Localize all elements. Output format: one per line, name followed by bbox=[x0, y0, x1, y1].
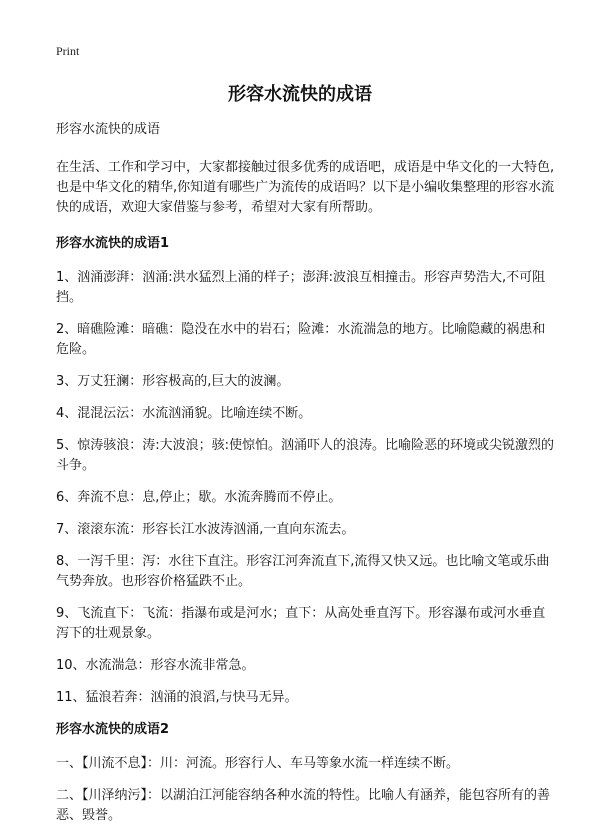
list-item: 11、猛浪若奔：汹涌的浪滔,与快马无异。 bbox=[56, 690, 298, 705]
list-item: 二、【川泽纳污】：以湖泊江河能容纳各种水流的特性。比喻人有涵养，能包容所有的善恶、毁誉。 bbox=[56, 788, 551, 823]
list-item: 1、汹涌澎湃：汹涌:洪水猛烈上涌的样子；澎湃:波浪互相撞击。形容声势浩大,不可阻挡。 bbox=[56, 270, 546, 305]
page-title: 形容水流快的成语 bbox=[228, 84, 372, 105]
list-item: 10、水流湍急：形容水流非常急。 bbox=[56, 658, 255, 673]
list-item: 6、奔流不息：息,停止；歇。水流奔腾而不停止。 bbox=[56, 490, 342, 505]
section-1 bbox=[56, 234, 556, 708]
list-item: 5、惊涛骇浪：涛:大波浪；骇:使惊怕。汹涌吓人的浪涛。比喻险恶的环境或尖锐激烈的斗争。 bbox=[56, 438, 555, 473]
list-item: 4、混混沄沄：水流汹涌貌。比喻连续不断。 bbox=[56, 406, 312, 421]
list-item: 7、滚滚东流：形容长江水波涛汹涌,一直向东流去。 bbox=[56, 522, 355, 537]
list-item: 一、【川流不息】：川：河流。形容行人、车马等象水流一样连续不断。 bbox=[56, 756, 460, 771]
article-subtitle: 形容水流快的成语 bbox=[56, 122, 161, 137]
list-item: 8、一泻千里：泻：水往下直注。形容江河奔流直下,流得又快又远。也比喻文笔或乐曲气势奔放。也形容价格猛跌不止。 bbox=[56, 554, 550, 589]
print-link[interactable]: Print bbox=[56, 44, 80, 58]
list-item: 3、万丈狂澜：形容极高的,巨大的波澜。 bbox=[56, 374, 290, 389]
list-item: 2、暗礁险滩：暗礁：隐没在水中的岩石；险滩：水流湍急的地方。比喻隐藏的祸患和危险。 bbox=[56, 322, 546, 357]
intro-paragraph: 在生活、工作和学习中，大家都接触过很多优秀的成语吧，成语是中华文化的一大特色,也是中华文化的精华,你知道有哪些广为流传的成语吗？以下是小编收集整理的形容水流快的成语，欢迎大家借鉴与参考，希望对大家有所帮助。 bbox=[56, 160, 555, 215]
list-item: 9、飞流直下：飞流：指瀑布或是河水；直下：从高处垂直泻下。形容瀑布或河水垂直泻下的壮观景象。 bbox=[56, 606, 546, 641]
section-heading: 形容水流快的成语2 bbox=[56, 722, 170, 737]
section-heading: 形容水流快的成语1 bbox=[56, 236, 170, 251]
article-body bbox=[56, 120, 556, 838]
section-2 bbox=[56, 720, 556, 826]
